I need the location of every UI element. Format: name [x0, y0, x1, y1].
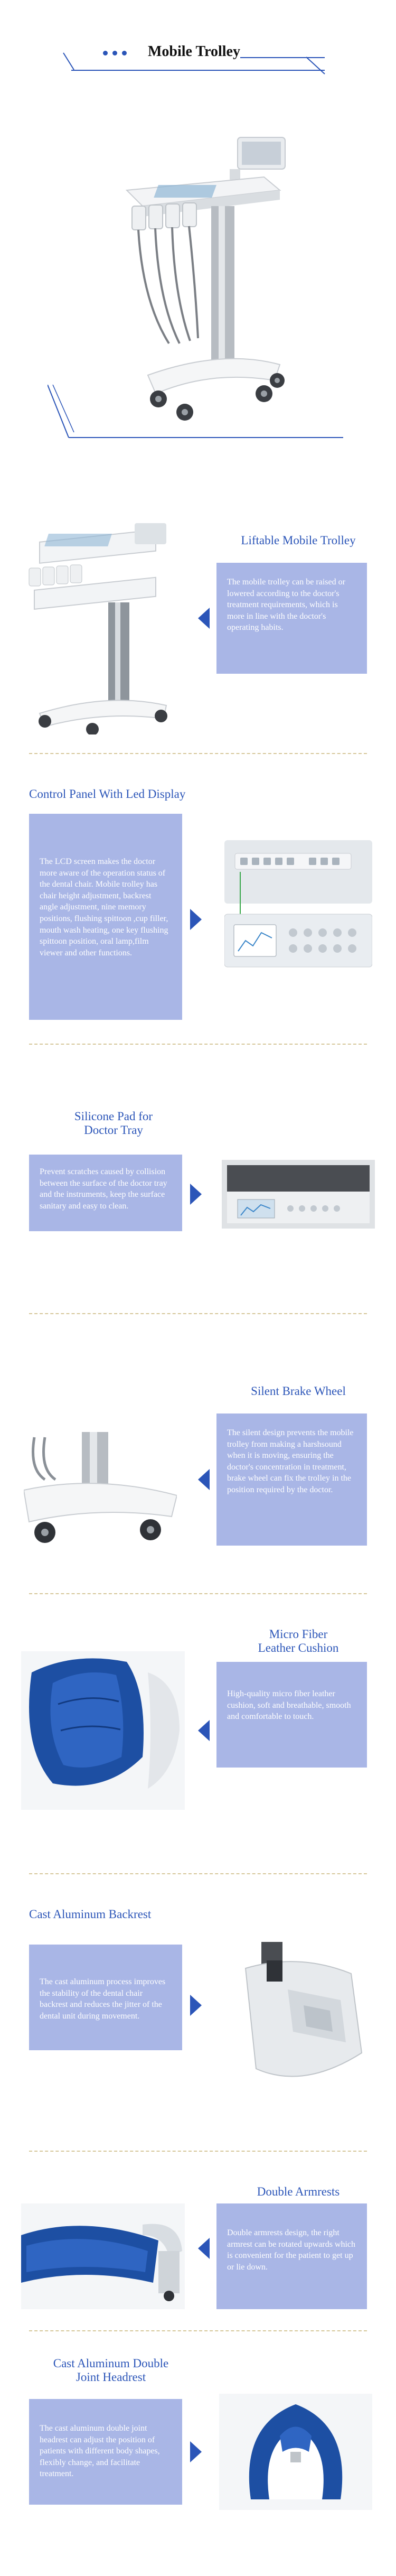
- section-divider: [29, 1313, 367, 1314]
- leather-cushion-image: [21, 1651, 185, 1810]
- arrow-left-icon: [198, 1469, 210, 1490]
- section-title: Silicone Pad for Doctor Tray: [74, 1110, 153, 1137]
- arrow-left-icon: [198, 608, 210, 629]
- section-divider: [29, 1044, 367, 1045]
- backrest-image: [224, 1942, 372, 2095]
- arrow-right-icon: [190, 1184, 202, 1205]
- section-liftable: [0, 502, 396, 740]
- section-description: High-quality micro fiber leather cushion, soft and breathable, smooth and comfortable to touch.: [216, 1662, 367, 1768]
- armrests-image: [21, 2203, 185, 2309]
- section-description: The LCD screen makes the doctor more aware of the operation status of the dental chair. Mobile trolley has chair height adjustment, backrest angle adjustment, nine memory positions, flushing spittoon ,cup filler, mouth wash heating, one key flushing spittoon position, oral lamp,film viewer and other functions.: [29, 814, 182, 1020]
- arrow-right-icon: [190, 909, 202, 930]
- section-description: Double armrests design, the right armrest can be rotated upwards which is convenient for the patient to get up or lie down.: [216, 2203, 367, 2309]
- arrow-right-icon: [190, 2441, 202, 2462]
- section-title: Silent Brake Wheel: [251, 1384, 346, 1398]
- section-description: The cast aluminum double joint headrest can adjust the position of patients with different body shapes, flexibly change, and facilitate treatment.: [29, 2399, 182, 2505]
- mobile-trolley-image: [106, 127, 296, 423]
- arrow-left-icon: [198, 2238, 210, 2259]
- page-title: Mobile Trolley: [148, 43, 240, 60]
- section-divider: [29, 1873, 367, 1874]
- page-header: [0, 0, 396, 79]
- section-title: Micro Fiber Leather Cushion: [258, 1628, 339, 1655]
- arrow-right-icon: [190, 1995, 202, 2016]
- section-divider: [29, 2330, 367, 2331]
- lift-trolley-image: [18, 513, 187, 734]
- header-frame-lines: [0, 0, 396, 85]
- section-headrest: [0, 2351, 396, 2573]
- section-divider: [29, 753, 367, 754]
- section-divider: [29, 2151, 367, 2152]
- section-title: Liftable Mobile Trolley: [241, 534, 356, 547]
- section-control-panel: [0, 782, 396, 1030]
- brake-wheel-image: [24, 1427, 177, 1548]
- section-description: The silent design prevents the mobile trolley from making a harshsound when it is moving, ensuring the doctor's concentration in treatment, brake wheel can fix the trolley in the position required by the doctor.: [216, 1413, 367, 1546]
- section-divider: [29, 1593, 367, 1594]
- section-description: Prevent scratches caused by collision between the surface of the doctor tray and the instruments, keep the surface sanitary and easy to clean.: [29, 1155, 182, 1231]
- section-backrest: [0, 1902, 396, 2151]
- headrest-image: [219, 2394, 372, 2510]
- section-title: Cast Aluminum Double Joint Headrest: [53, 2357, 169, 2384]
- section-brake-wheel: [0, 1342, 396, 1580]
- arrow-left-icon: [198, 1720, 210, 1741]
- control-panel-image: [224, 840, 372, 1009]
- section-title: Control Panel With Led Display: [29, 787, 186, 801]
- silicone-pad-image: [222, 1160, 375, 1229]
- section-title: Cast Aluminum Backrest: [29, 1908, 152, 1921]
- section-description: The cast aluminum process improves the stability of the dental chair backrest and reduces the jitter of the dental unit during movement.: [29, 1945, 182, 2050]
- section-armrests: [0, 2180, 396, 2328]
- hero-frame-lines: [48, 385, 375, 448]
- section-title: Double Armrests: [257, 2185, 340, 2198]
- section-description: The mobile trolley can be raised or lowered according to the doctor's treatment requirements, which is more in line with the doctor's operating habits.: [216, 563, 367, 674]
- section-leather-cushion: [0, 1622, 396, 1871]
- section-silicone-pad: [0, 1073, 396, 1300]
